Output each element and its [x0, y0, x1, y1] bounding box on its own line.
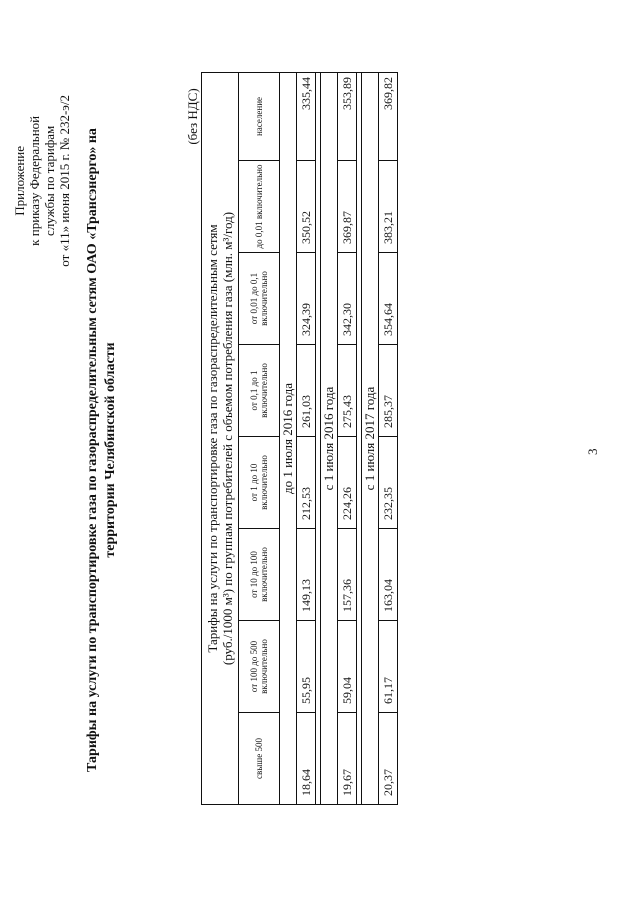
column-header: от 0,01 до 0,1 включительно	[239, 253, 280, 345]
table-cell: 383,21	[379, 161, 398, 253]
table-cell: 275,43	[338, 345, 357, 437]
caption-line-2: (руб./1000 м³) по группам потребителей с объемом потребления газа (млн. м³/год)	[220, 211, 235, 666]
title-line-2: территории Челябинской области	[103, 342, 118, 558]
table-cell: 353,89	[338, 73, 357, 161]
table-cell: 59,04	[338, 621, 357, 713]
column-header: от 10 до 100 включительно	[239, 529, 280, 621]
table-cell: 342,30	[338, 253, 357, 345]
page-number: 3	[585, 448, 600, 455]
column-header: свыше 500	[239, 713, 280, 805]
table-cell: 354,64	[379, 253, 398, 345]
period-label: с 1 июля 2016 года	[321, 73, 338, 805]
table-cell: 163,04	[379, 529, 398, 621]
document-title	[84, 75, 120, 825]
table-cell: 324,39	[297, 253, 316, 345]
table-cell: 232,35	[379, 437, 398, 529]
tariff-table	[185, 72, 398, 805]
column-header: от 1 до 10 включительно	[239, 437, 280, 529]
table-cell: 149,13	[297, 529, 316, 621]
column-header: от 0,1 до 1 включительно	[239, 345, 280, 437]
table-cell: 19,67	[338, 713, 357, 805]
table-row	[297, 73, 316, 805]
table-cell: 157,36	[338, 529, 357, 621]
header-row	[239, 73, 280, 805]
column-header: население	[239, 73, 280, 161]
table-cell: 285,37	[379, 345, 398, 437]
appendix-line-1: Приложение	[12, 145, 27, 216]
table-cell: 261,03	[297, 345, 316, 437]
table-cell: 335,44	[297, 73, 316, 161]
column-header: до 0,01 включительно	[239, 161, 280, 253]
table-cell: 369,82	[379, 73, 398, 161]
caption-line-1: Тарифы на услуги по транспортировке газа по газораспределительным сетям	[205, 224, 220, 653]
table-cell: 55,95	[297, 621, 316, 713]
table-cell: 61,17	[379, 621, 398, 713]
table-cell: 20,37	[379, 713, 398, 805]
appendix-line-3: службы по тарифам	[42, 125, 57, 236]
table-caption	[202, 73, 239, 805]
period-label: до 1 июля 2016 года	[280, 73, 297, 805]
column-header: от 100 до 500 включительно	[239, 621, 280, 713]
appendix-line-2: к приказу Федеральной	[27, 115, 42, 246]
table-cell: 18,64	[297, 713, 316, 805]
table-row	[338, 73, 357, 805]
table-cell: 224,26	[338, 437, 357, 529]
appendix-header	[12, 95, 72, 267]
period-label: с 1 июля 2017 года	[362, 73, 379, 805]
vat-note: (без НДС)	[185, 88, 200, 145]
title-line-1: Тарифы на услуги по транспортировке газа по газораспределительным сетям ОАО «Трансэнерго» на	[85, 128, 100, 772]
table-cell: 350,52	[297, 161, 316, 253]
table-cell: 212,53	[297, 437, 316, 529]
appendix-line-4: от «11» июня 2015 г. № 232-э/2	[57, 95, 72, 267]
table-cell: 369,87	[338, 161, 357, 253]
table-row	[379, 73, 398, 805]
